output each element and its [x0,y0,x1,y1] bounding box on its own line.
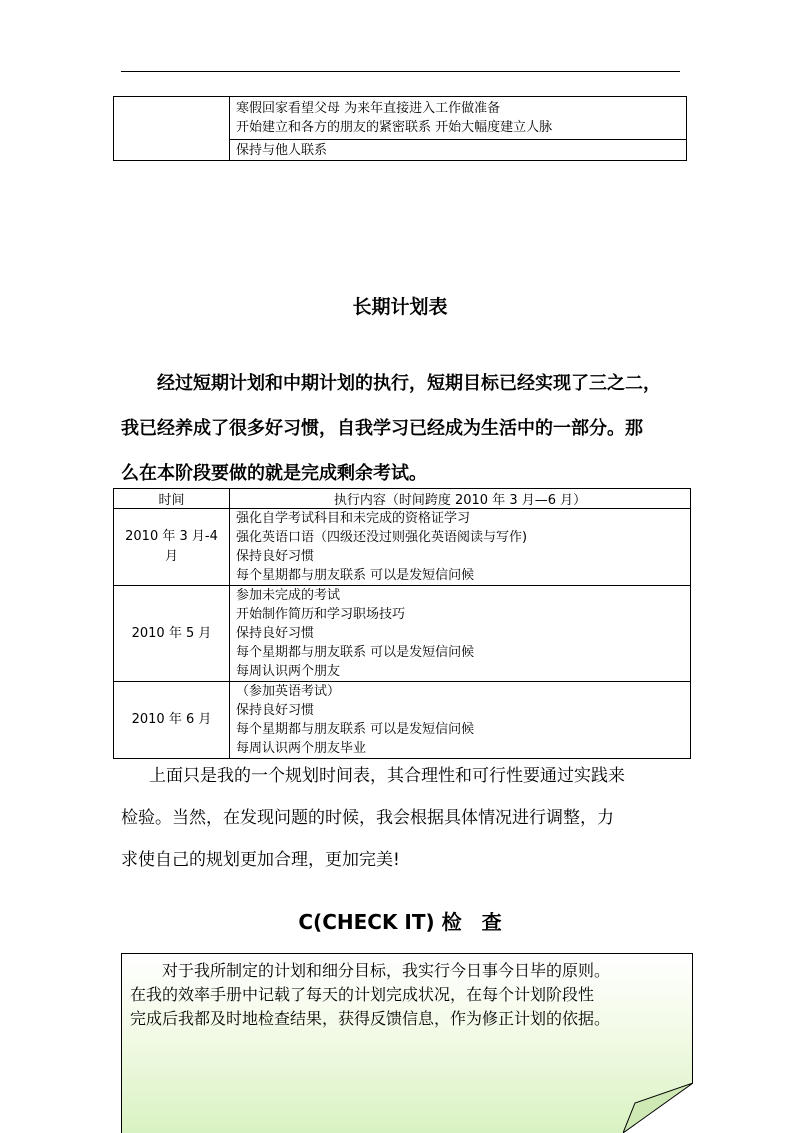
header-time: 时间 [114,489,230,509]
row-time: 2010 年 5 月 [114,586,230,682]
outro-line: 检验。当然，在发现问题的时候，我会根据具体情况进行调整，力 [121,808,614,828]
row-item: 每周认识两个朋友毕业 [236,741,367,756]
continued-plan-table [113,96,687,161]
folded-corner-icon [623,1083,693,1133]
row-items [230,509,691,586]
row-item: 保持良好习惯 [236,549,315,564]
note-line: 对于我所制定的计划和细分目标，我实行今日事今日毕的原则。 [162,961,611,980]
note-line: 在我的效率手册中记载了每天的计划完成状况，在每个计划阶段性 [130,985,595,1004]
row-item: （参加英语考试） [236,684,341,699]
row-item: 强化英语口语（四级还没过则强化英语阅读与写作) [236,530,528,545]
row-time: 2010 年 3 月-4 月 [114,509,230,586]
note-line: 完成后我都及时地检查结果，获得反馈信息，作为修正计划的依据。 [130,1009,611,1028]
row-item: 强化自学考试科目和未完成的资格证学习 [236,511,471,526]
check-title: C(CHECK IT) 检 查 [298,910,502,934]
table-row [114,682,691,759]
outro-line: 上面只是我的一个规划时间表，其合理性和可行性要通过实践来 [149,766,625,786]
row-item: 保持良好习惯 [236,703,315,718]
row-item: 参加未完成的考试 [236,588,341,603]
header-rule [121,71,680,72]
plan-cell [230,97,687,140]
long-plan-table [113,488,691,759]
row-item: 每个星期都与朋友联系 可以是发短信问候 [236,645,475,660]
row-items [230,586,691,682]
row-item: 保持良好习惯 [236,626,315,641]
row-item: 每个星期都与朋友联系 可以是发短信问候 [236,722,475,737]
row-item: 每周认识两个朋友 [236,664,341,679]
table-row [114,586,691,682]
check-note [121,953,693,1133]
row-item: 开始制作简历和学习职场技巧 [236,607,406,622]
long-plan-outro [121,755,691,881]
header-content: 执行内容（时间跨度 2010 年 3 月—6 月） [230,489,691,509]
row-time: 2010 年 6 月 [114,682,230,759]
outro-line: 求使自己的规划更加合理，更加完美! [121,850,400,870]
plan-line: 保持与他人联系 [236,142,328,158]
plan-line: 寒假回家看望父母 为来年直接进入工作做准备 [236,101,501,116]
empty-time-cell [114,97,230,161]
plan-cell [230,140,687,161]
long-plan-title: 长期计划表 [352,296,448,318]
row-items [230,682,691,759]
intro-line: 经过短期计划和中期计划的执行，短期目标已经实现了三之二， [157,373,661,394]
plan-line: 开始建立和各方的朋友的紧密联系 开始大幅度建立人脉 [236,120,553,135]
intro-line: 我已经养成了很多好习惯，自我学习已经成为生活中的一部分。那 [121,418,643,439]
long-plan-intro [121,361,691,496]
table-row [114,509,691,586]
row-item: 每个星期都与朋友联系 可以是发短信问候 [236,568,475,583]
intro-line: 么在本阶段要做的就是完成剩余考试。 [121,463,427,484]
